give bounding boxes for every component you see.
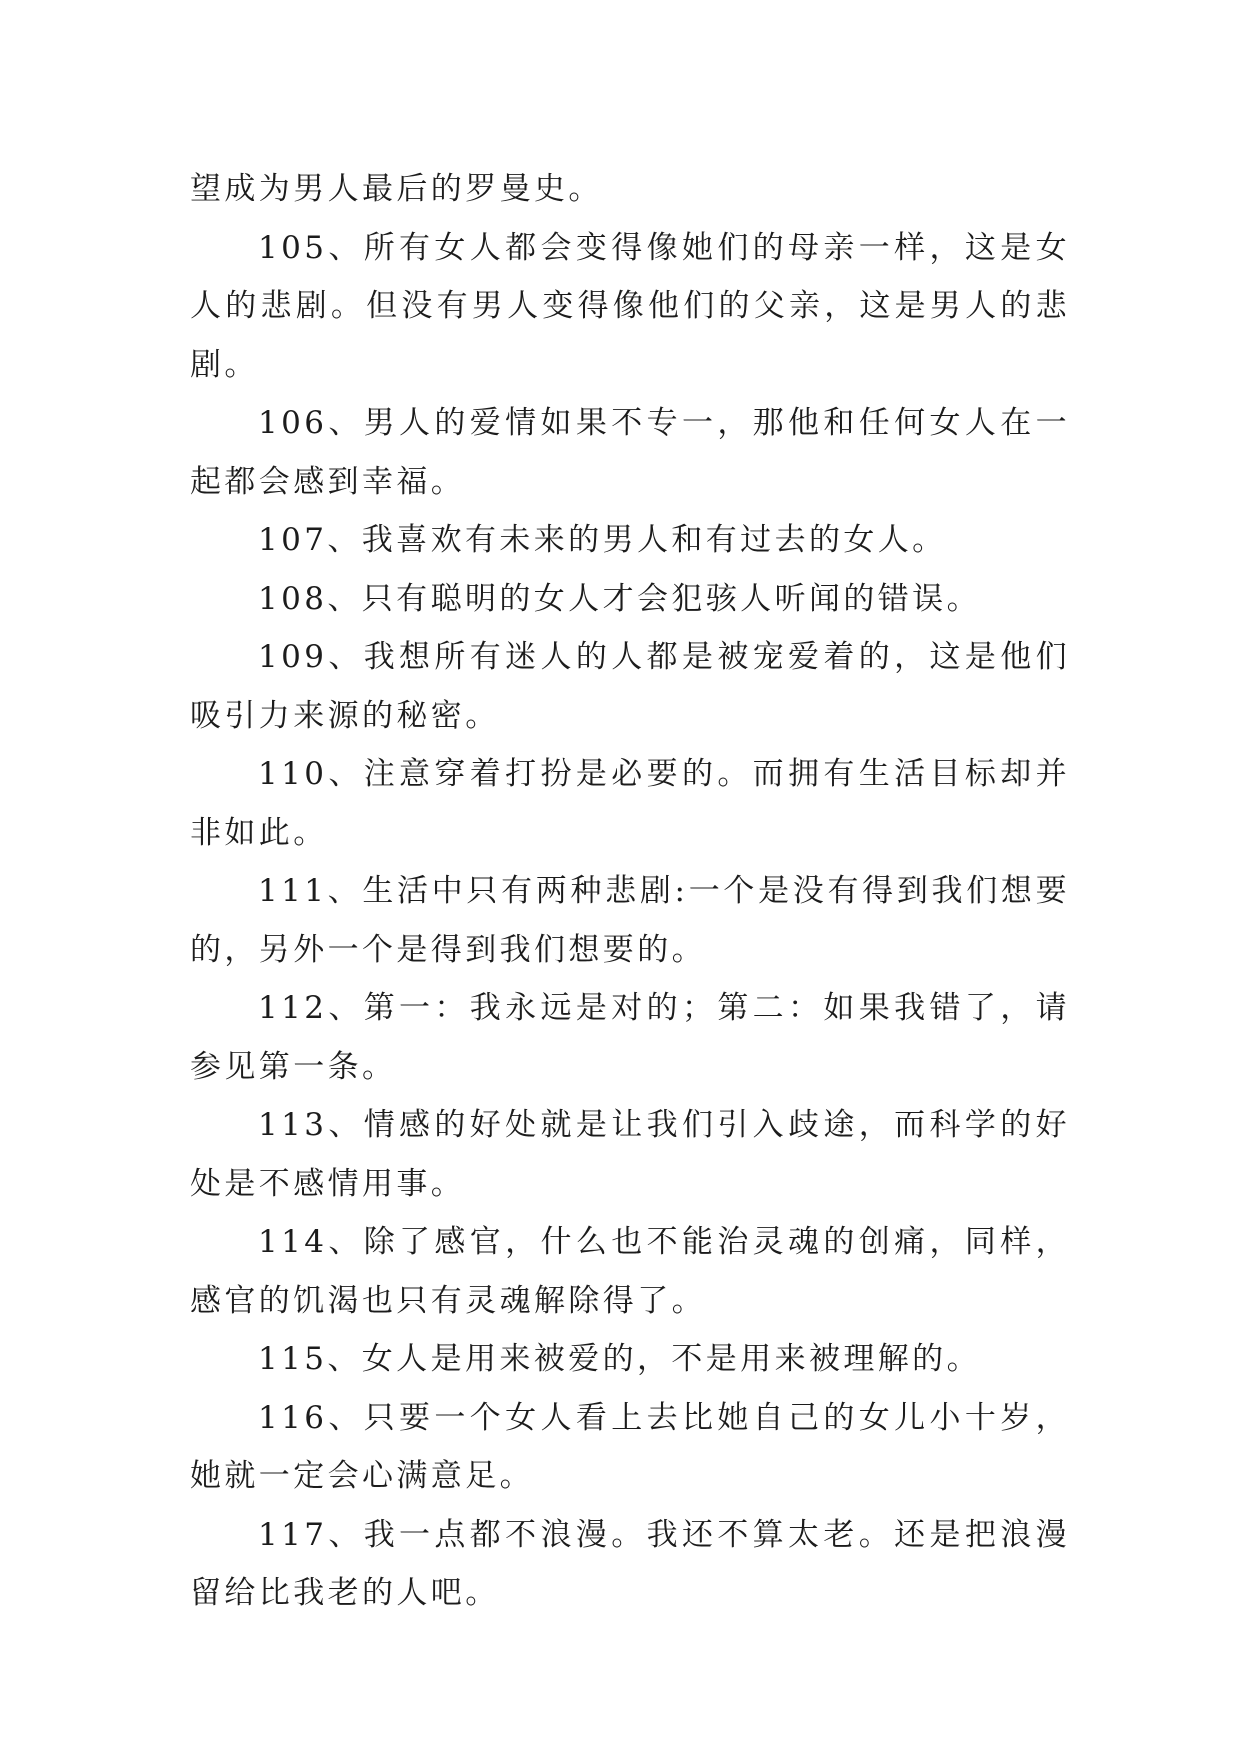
quote-114: 114、除了感官，什么也不能治灵魂的创痛，同样，感官的饥渴也只有灵魂解除得了。	[190, 1224, 1070, 1319]
quote-108: 108、只有聪明的女人才会犯骇人听闻的错误。	[258, 580, 981, 617]
quote-112: 112、第一：我永远是对的；第二：如果我错了，请参见第一条。	[190, 990, 1070, 1085]
quote-115: 115、女人是用来被爱的，不是用来被理解的。	[258, 1341, 981, 1377]
quote-109: 109、我想所有迷人的人都是被宠爱着的，这是他们吸引力来源的秘密。	[190, 639, 1070, 734]
quote-107: 107、我喜欢有未来的男人和有过去的女人。	[258, 522, 947, 558]
quote-105: 105、所有女人都会变得像她们的母亲一样，这是女人的悲剧。但没有男人变得像他们的父亲，这是男人的悲剧。	[190, 229, 1070, 383]
quote-117: 117、我一点都不浪漫。我还不算太老。还是把浪漫留给比我老的人吧。	[190, 1516, 1070, 1611]
quote-113: 113、情感的好处就是让我们引入歧途，而科学的好处是不感情用事。	[190, 1107, 1070, 1202]
quote-116: 116、只要一个女人看上去比她自己的女儿小十岁，她就一定会心满意足。	[190, 1399, 1070, 1494]
paragraph-continuation: 望成为男人最后的罗曼史。	[190, 171, 603, 207]
document-body	[190, 160, 1070, 1623]
quote-111: 111、生活中只有两种悲剧:一个是没有得到我们想要的，另外一个是得到我们想要的。	[190, 873, 1070, 968]
quote-106: 106、男人的爱情如果不专一，那他和任何女人在一起都会感到幸福。	[190, 405, 1070, 500]
quote-110: 110、注意穿着打扮是必要的。而拥有生活目标却并非如此。	[190, 756, 1070, 851]
